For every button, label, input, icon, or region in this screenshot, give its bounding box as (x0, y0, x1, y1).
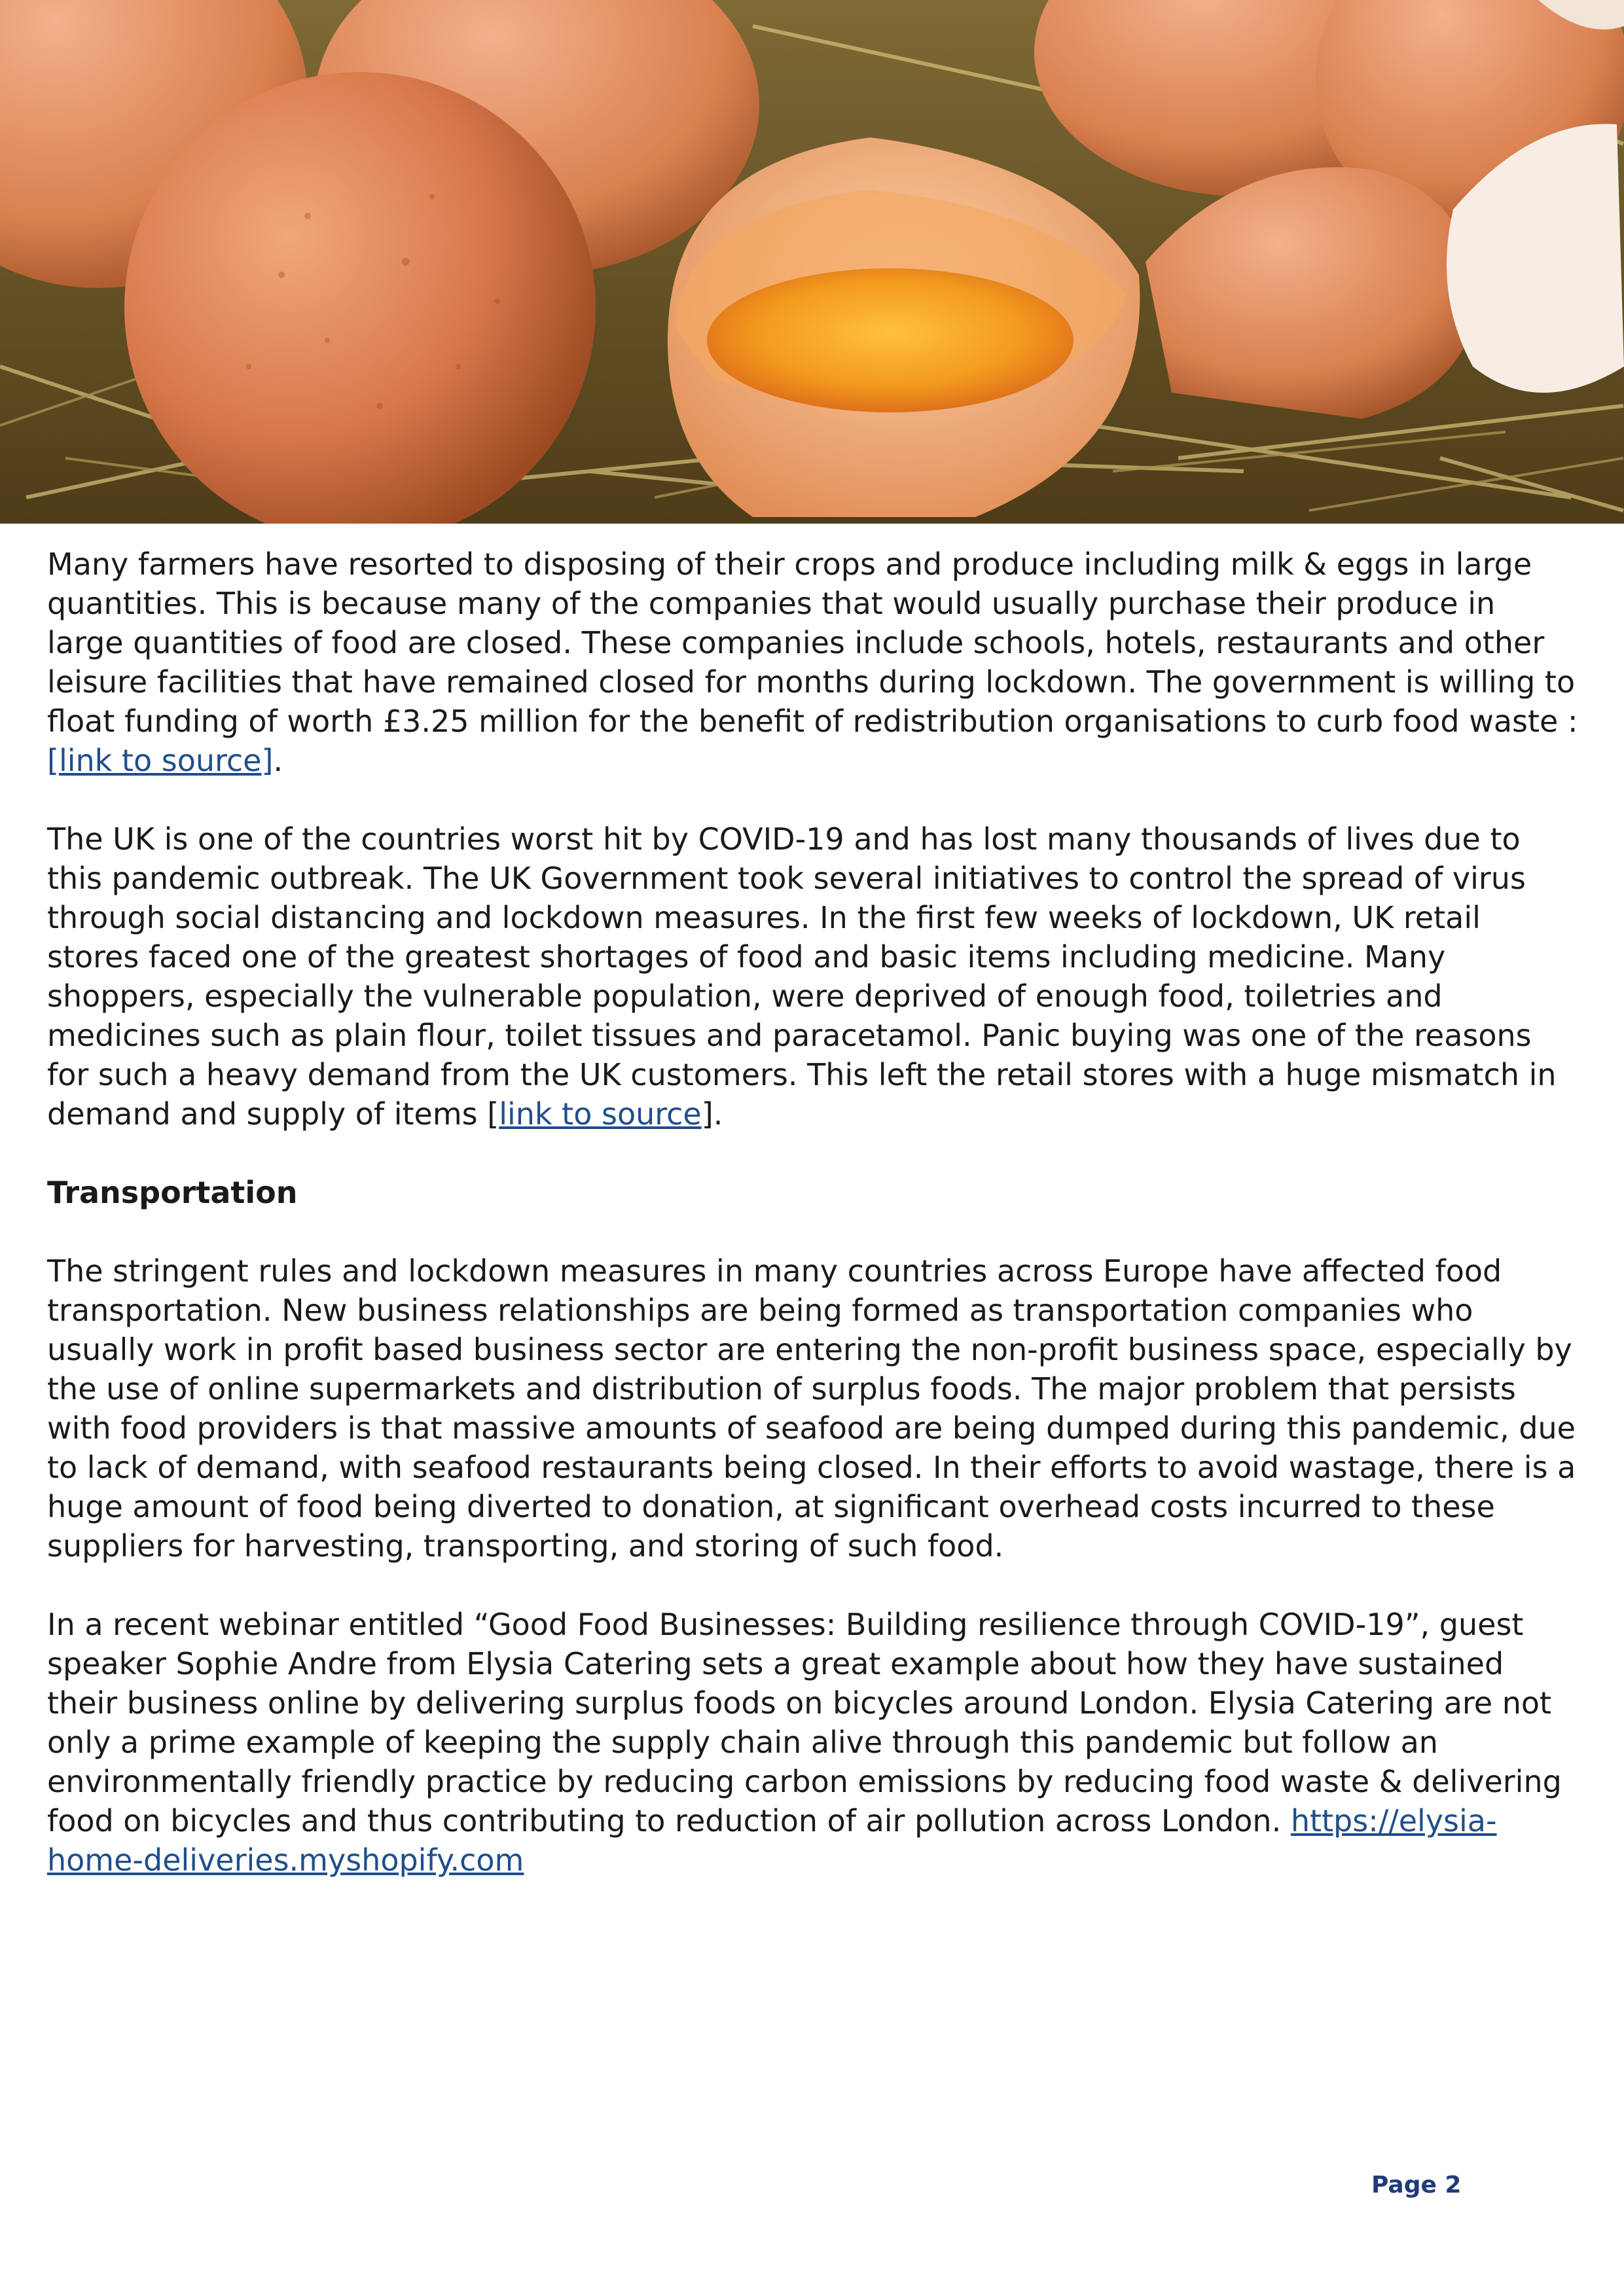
paragraph-food-disposal: Many farmers have resorted to disposing of their crops and produce including milk & eggs in large quantities. This is because many of the companies that would usually purchase their produce in large quantities of food are closed. These companies include schools, hotels, restaurants and other leisure facilities that have remained closed for months during lockdown. The government is willing to float funding of worth £3.25 million for the benefit of redistribution organisations to curb food waste : [link to source]. (47, 547, 1578, 778)
source-link-2[interactable]: link to source (499, 1096, 702, 1132)
section-heading-transportation: Transportation (47, 1175, 298, 1210)
source-link-1[interactable]: [link to source] (47, 743, 274, 778)
paragraph-transportation: The stringent rules and lockdown measures in many countries across Europe have affected food transportation. New business relationships are being formed as transportation companies who usually work in profit based business sector are entering the non-profit business space, especially by the use of online supermarkets and distribution of surplus foods. The major problem that persists with food providers is that massive amounts of seafood are being dumped during this pandemic, due to lack of demand, with seafood restaurants being closed. In their efforts to avoid wastage, there is a huge amount of food being diverted to donation, at significant overhead costs incurred to these suppliers for harvesting, transporting, and storing of such food. (47, 1253, 1576, 1564)
header-image (0, 0, 1624, 524)
paragraph-webinar: In a recent webinar entitled “Good Food Businesses: Building resilience through COVID-19”, guest speaker Sophie Andre from Elysia Catering sets a great example about how they have sustained their business online by delivering surplus foods on bicycles around London. Elysia Catering are not only a prime example of keeping the supply chain alive through this pandemic but follow an environmentally friendly practice by reducing carbon emissions by reducing food waste & delivering food on bicycles and thus contributing to reduction of air pollution across London. https://elysia-home-deliveries.myshopify.com (47, 1607, 1562, 1878)
page-number: Page 2 (1371, 2172, 1462, 2198)
article-body (47, 545, 1579, 1919)
elysia-website-link[interactable]: https://elysia-home-deliveries.myshopify.com (47, 1803, 1497, 1878)
paragraph-uk-covid: The UK is one of the countries worst hit by COVID-19 and has lost many thousands of lives due to this pandemic outbreak. The UK Government took several initiatives to control the spread of virus through social distancing and lockdown measures. In the first few weeks of lockdown, UK retail stores faced one of the greatest shortages of food and basic items including medicine. Many shoppers, especially the vulnerable population, were deprived of enough food, toiletries and medicines such as plain flour, toilet tissues and paracetamol. Panic buying was one of the reasons for such a heavy demand from the UK customers. This left the retail stores with a huge mismatch in demand and supply of items [link to source]. (47, 821, 1557, 1132)
eggs-illustration (0, 0, 1624, 524)
